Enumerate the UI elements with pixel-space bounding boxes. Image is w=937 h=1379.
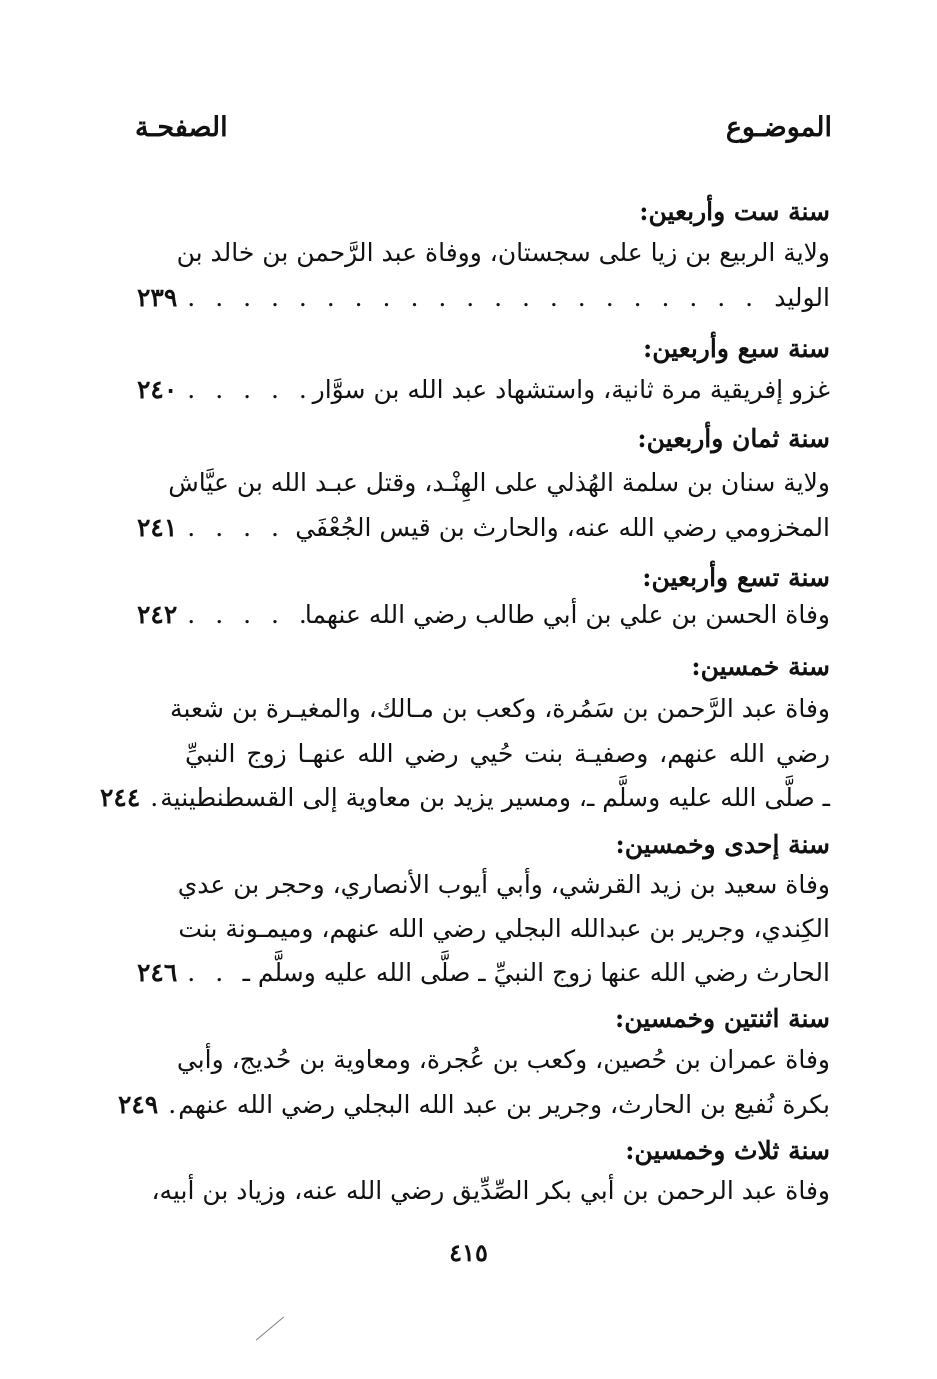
page-number: ٢٤٦ — [137, 958, 178, 987]
leader-dots — [158, 1090, 178, 1119]
page-number: ٢٤١ — [137, 513, 178, 542]
page-folio: ٤١٥ — [449, 1238, 488, 1267]
entry-text: الحارث رضي الله عنها زوج النبيِّ ـ صلَّى الله عليه وسلَّم ـ — [242, 958, 830, 987]
page-number: ٢٤٤ — [99, 783, 141, 812]
entry-last-line — [137, 283, 830, 312]
section-heading: سنة إحدى وخمسين: — [615, 830, 830, 859]
page-number: ٢٣٩ — [137, 283, 178, 312]
section-heading: سنة ست وأربعين: — [639, 197, 830, 226]
leader-dots — [140, 783, 160, 812]
section-heading: سنة خمسين: — [691, 652, 830, 681]
entry-line: وفاة عمران بن حُصين، وكعب بن عُجرة، ومعاوية بن حُديج، وأبي — [176, 1045, 830, 1074]
entry-text: غزو إفريقية مرة ثانية، واستشهاد عبد الله بن سوَّار — [312, 375, 830, 404]
entry-line: الكِندي، وجرير بن عبدالله البجلي رضي الله عنهم، وميمـونة بنت — [178, 914, 830, 943]
leader-dots — [177, 513, 295, 542]
page-number: ٢٤٩ — [117, 1090, 159, 1119]
page-number: ٢٤٢ — [137, 600, 178, 629]
entry-text: ـ صلَّى الله عليه وسلَّم ـ، ومسير يزيد بن معاوية إلى القسطنطينية — [160, 783, 830, 812]
entry-last-line — [99, 783, 830, 812]
section-heading: سنة سبع وأربعين: — [642, 334, 830, 363]
section-heading: سنة اثنتين وخمسين: — [615, 1004, 830, 1033]
entry-line: وفاة سعيد بن زيد القرشي، وأبي أيوب الأنصاري، وحجر بن عدي — [177, 870, 830, 899]
leader-dots — [177, 283, 774, 312]
column-header-topic: الموضـوع — [725, 112, 832, 143]
entry-text: وفاة الحسن بن علي بن أبي طالب رضي الله عنهما — [304, 600, 830, 629]
section-heading: سنة ثلاث وخمسين: — [625, 1136, 830, 1165]
entry-last-line — [137, 600, 830, 629]
entry-last-line — [137, 513, 830, 542]
leader-dots — [177, 958, 242, 987]
entry-line: وفاة عبد الرحمن بن أبي بكر الصِّدِّيق رضي الله عنه، وزياد بن أبيه، — [151, 1176, 830, 1205]
entry-last-line — [137, 375, 830, 404]
entry-last-line — [117, 1090, 830, 1119]
entry-text: بكرة نُفيع بن الحارث، وجرير بن عبد الله البجلي رضي الله عنهم — [178, 1090, 830, 1119]
leader-dots — [177, 375, 312, 404]
entry-last-line — [137, 958, 830, 987]
entry-line: ولاية الربيع بن زيا على سجستان، ووفاة عبد الرَّحمن بن خالد بن — [176, 238, 830, 267]
entry-line: ولاية سنان بن سلمة الهُذلي على الهِنْـد، وقتل عبـد الله بن عيَّاش — [168, 468, 830, 497]
page-number: ٢٤٠ — [137, 375, 178, 404]
leader-dots — [177, 600, 305, 629]
entry-text: الوليد — [774, 283, 830, 312]
section-heading: سنة تسع وأربعين: — [642, 563, 830, 592]
entry-text: المخزومي رضي الله عنه، والحارث بن قيس الجُعْفَي — [295, 513, 830, 542]
pencil-mark — [256, 1317, 284, 1341]
section-heading: سنة ثمان وأربعين: — [637, 424, 830, 453]
entry-line: رضي الله عنهم، وصفيـة بنت حُيي رضي الله عنهـا زوج النبيِّ — [185, 739, 830, 768]
column-header-page: الصفحـة — [135, 112, 228, 143]
entry-line: وفاة عبد الرَّحمن بن سَمُرة، وكعب بن مـالك، والمغيـرة بن شعبة — [170, 694, 830, 723]
